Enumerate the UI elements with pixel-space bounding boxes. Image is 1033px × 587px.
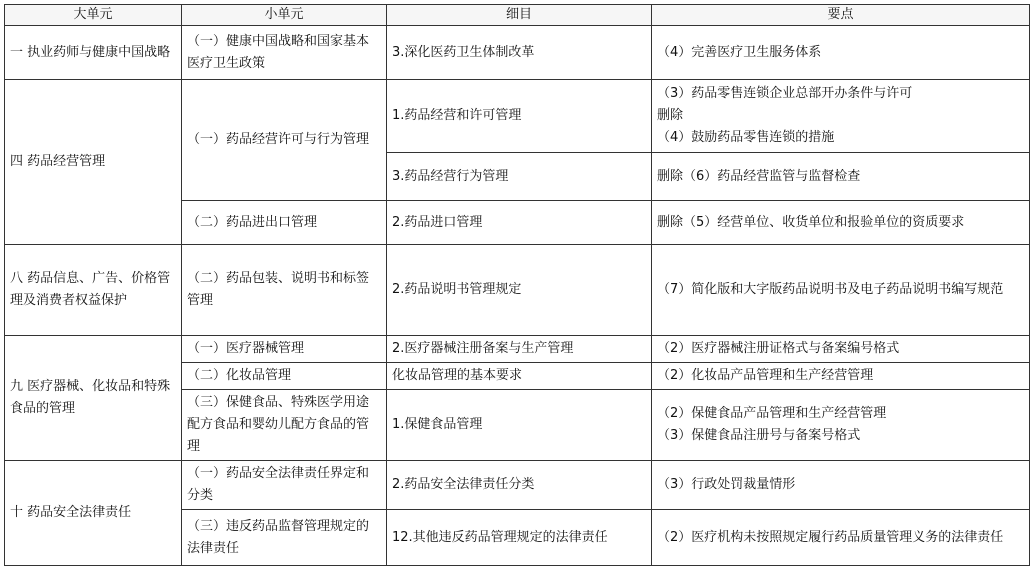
minor-unit-cell: （二）药品进出口管理	[182, 201, 387, 245]
key-points-cell: （2）化妆品产品管理和生产经营管理	[652, 363, 1030, 390]
detail-cell: 2.药品进口管理	[387, 201, 652, 245]
detail-cell: 2.药品安全法律责任分类	[387, 461, 652, 510]
detail-cell: 1.药品经营和许可管理	[387, 80, 652, 153]
minor-unit-cell: （一）药品经营许可与行为管理	[182, 80, 387, 201]
minor-unit-cell: （一）药品安全法律责任界定和分类	[182, 461, 387, 510]
detail-cell: 化妆品管理的基本要求	[387, 363, 652, 390]
key-points-cell: （3）药品零售连锁企业总部开办条件与许可 删除 （4）鼓励药品零售连锁的措施	[652, 80, 1030, 153]
header-row	[5, 5, 1030, 26]
key-points-cell: （3）行政处罚裁量情形	[652, 461, 1030, 510]
header-detail: 细目	[387, 5, 652, 26]
minor-unit-cell: （一）医疗器械管理	[182, 336, 387, 363]
detail-cell: 3.深化医药卫生体制改革	[387, 26, 652, 80]
minor-unit-cell: （二）化妆品管理	[182, 363, 387, 390]
table-row	[5, 336, 1030, 363]
header-major-unit: 大单元	[5, 5, 182, 26]
minor-unit-cell: （三）保健食品、特殊医学用途配方食品和婴幼儿配方食品的管理	[182, 390, 387, 461]
header-key-points: 要点	[652, 5, 1030, 26]
table-row	[5, 461, 1030, 510]
syllabus-table	[4, 4, 1030, 566]
key-points-cell: 删除（6）药品经营监管与监督检查	[652, 153, 1030, 201]
key-points-cell: （2）医疗机构未按照规定履行药品质量管理义务的法律责任	[652, 510, 1030, 566]
table-row	[5, 80, 1030, 153]
detail-cell: 1.保健食品管理	[387, 390, 652, 461]
key-points-cell: （4）完善医疗卫生服务体系	[652, 26, 1030, 80]
header-minor-unit: 小单元	[182, 5, 387, 26]
minor-unit-cell: （一）健康中国战略和国家基本医疗卫生政策	[182, 26, 387, 80]
detail-cell: 2.医疗器械注册备案与生产管理	[387, 336, 652, 363]
major-unit-cell: 一 执业药师与健康中国战略	[5, 26, 182, 80]
detail-cell: 12.其他违反药品管理规定的法律责任	[387, 510, 652, 566]
major-unit-cell: 十 药品安全法律责任	[5, 461, 182, 566]
table-row	[5, 26, 1030, 80]
table-row	[5, 245, 1030, 336]
minor-unit-cell: （三）违反药品监督管理规定的法律责任	[182, 510, 387, 566]
minor-unit-cell: （二）药品包装、说明书和标签管理	[182, 245, 387, 336]
key-points-cell: （7）简化版和大字版药品说明书及电子药品说明书编写规范	[652, 245, 1030, 336]
key-points-cell: （2）保健食品产品管理和生产经营管理 （3）保健食品注册号与备案号格式	[652, 390, 1030, 461]
major-unit-cell: 四 药品经营管理	[5, 80, 182, 245]
major-unit-cell: 八 药品信息、广告、价格管理及消费者权益保护	[5, 245, 182, 336]
key-points-cell: （2）医疗器械注册证格式与备案编号格式	[652, 336, 1030, 363]
detail-cell: 2.药品说明书管理规定	[387, 245, 652, 336]
detail-cell: 3.药品经营行为管理	[387, 153, 652, 201]
key-points-cell: 删除（5）经营单位、收货单位和报验单位的资质要求	[652, 201, 1030, 245]
major-unit-cell: 九 医疗器械、化妆品和特殊食品的管理	[5, 336, 182, 461]
